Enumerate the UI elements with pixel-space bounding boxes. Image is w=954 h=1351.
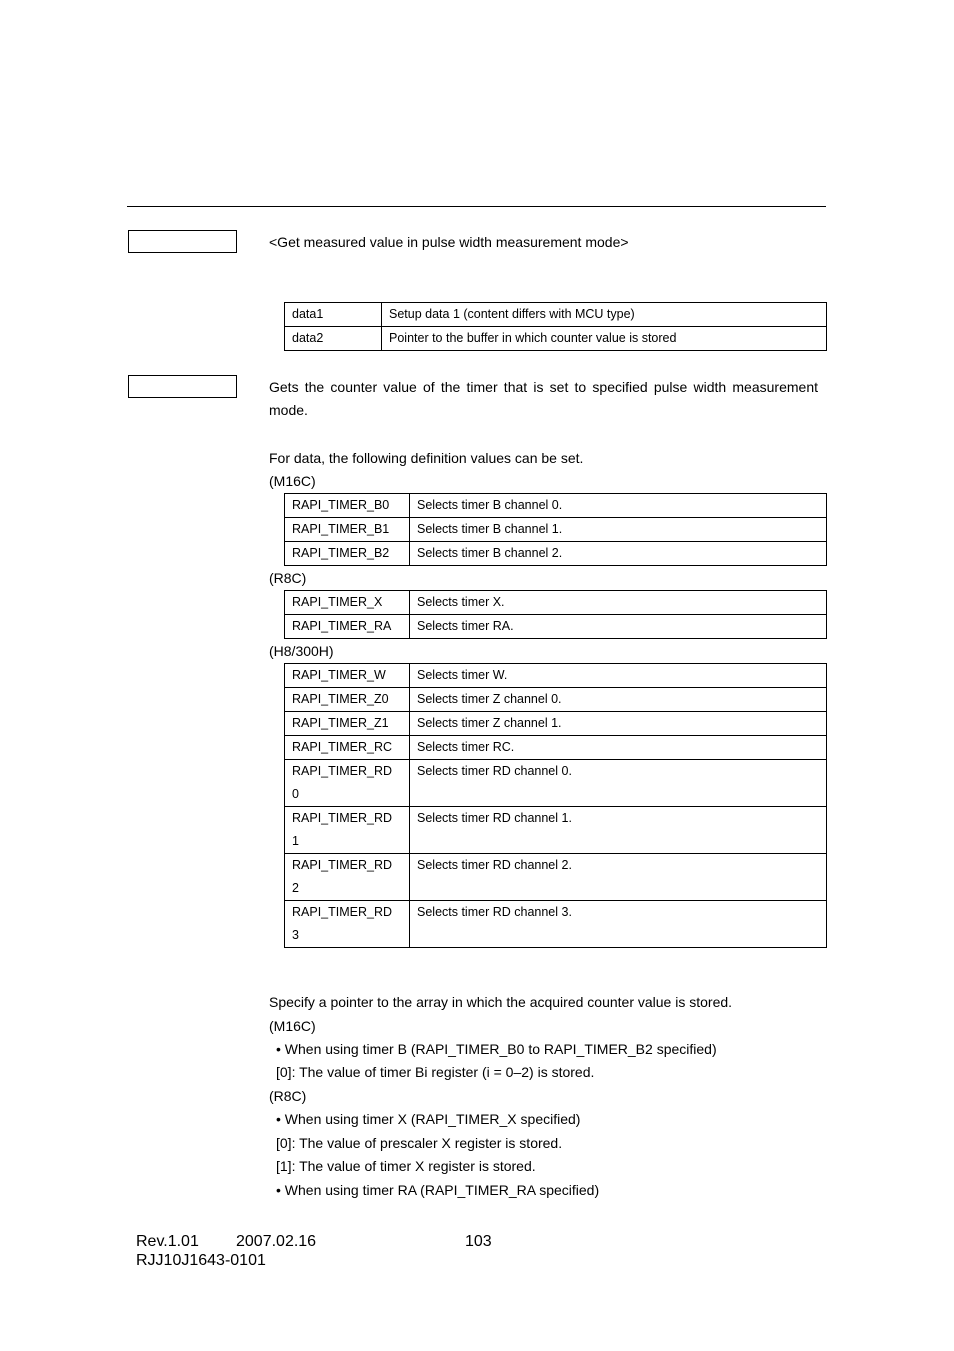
table-row [285, 327, 827, 351]
table-row [285, 688, 827, 712]
define-name: RAPI_TIMER_B2 [285, 542, 410, 566]
define-name-line1: RAPI_TIMER_RD [292, 858, 393, 872]
define-name-line2: 1 [292, 834, 299, 848]
define-desc: Selects timer W. [410, 664, 827, 688]
define-desc: Selects timer RD channel 0. [410, 760, 827, 807]
define-name: RAPI_TIMER_RA [285, 615, 410, 639]
table-row [285, 542, 827, 566]
define-desc: Selects timer RD channel 1. [410, 807, 827, 854]
m16c-label: (M16C) [269, 473, 316, 489]
footer-date: 2007.02.16 [236, 1233, 317, 1250]
pointer-r8c-label: (R8C) [269, 1088, 307, 1104]
footer-revision: Rev.1.01 [136, 1233, 199, 1250]
m16c-table [284, 493, 827, 566]
table-row [285, 712, 827, 736]
define-desc: Selects timer Z channel 1. [410, 712, 827, 736]
description-label-box [128, 375, 237, 398]
define-name: RAPI_TIMER_W [285, 664, 410, 688]
pointer-r8c-item0: [0]: The value of prescaler X register is stored. [276, 1135, 563, 1151]
define-desc: Selects timer RD channel 2. [410, 854, 827, 901]
pointer-intro: Specify a pointer to the array in which the acquired counter value is stored. [269, 994, 733, 1010]
table-row [285, 303, 827, 327]
define-name [285, 901, 410, 948]
define-name: RAPI_TIMER_B1 [285, 518, 410, 542]
define-name: RAPI_TIMER_Z0 [285, 688, 410, 712]
define-name: RAPI_TIMER_RC [285, 736, 410, 760]
function-name-box [128, 230, 237, 253]
define-name-line2: 2 [292, 881, 299, 895]
h8-table [284, 663, 827, 948]
footer-doc-id: RJJ10J1643-0101 [136, 1252, 266, 1269]
table-row [285, 615, 827, 639]
r8c-table [284, 590, 827, 639]
define-name-line1: RAPI_TIMER_RD [292, 764, 393, 778]
define-desc: Selects timer B channel 1. [410, 518, 827, 542]
pointer-m16c-item0: [0]: The value of timer Bi register (i = 0–2) is stored. [276, 1064, 595, 1080]
table-row [285, 518, 827, 542]
param-desc: Pointer to the buffer in which counter value is stored [382, 327, 827, 351]
param-name: data2 [285, 327, 382, 351]
pointer-m16c-bullet: • When using timer B (RAPI_TIMER_B0 to RAPI_TIMER_B2 specified) [276, 1041, 717, 1057]
pointer-r8c-item1: [1]: The value of timer X register is stored. [276, 1158, 536, 1174]
table-row [285, 591, 827, 615]
data-intro: For data, the following definition values can be set. [269, 450, 584, 466]
define-name [285, 807, 410, 854]
define-name-line1: RAPI_TIMER_RD [292, 811, 393, 825]
define-desc: Selects timer RC. [410, 736, 827, 760]
define-name [285, 760, 410, 807]
define-desc: Selects timer B channel 2. [410, 542, 827, 566]
define-name [285, 854, 410, 901]
parameters-table [284, 302, 827, 351]
page-number: 103 [465, 1233, 492, 1250]
table-row [285, 854, 827, 901]
define-name-line2: 3 [292, 928, 299, 942]
define-name-line1: RAPI_TIMER_RD [292, 905, 393, 919]
define-desc: Selects timer X. [410, 591, 827, 615]
table-row [285, 901, 827, 948]
table-row [285, 494, 827, 518]
header-rule [127, 206, 826, 207]
table-row [285, 760, 827, 807]
pointer-r8c-bullet-x: • When using timer X (RAPI_TIMER_X specified) [276, 1111, 581, 1127]
pointer-m16c-label: (M16C) [269, 1018, 316, 1034]
param-name: data1 [285, 303, 382, 327]
define-name-line2: 0 [292, 787, 299, 801]
function-title: <Get measured value in pulse width measurement mode> [269, 234, 629, 250]
define-desc: Selects timer Z channel 0. [410, 688, 827, 712]
define-name: RAPI_TIMER_B0 [285, 494, 410, 518]
define-desc: Selects timer RA. [410, 615, 827, 639]
description-intro: Gets the counter value of the timer that is set to specified pulse width measurement mode. [269, 379, 818, 418]
table-row [285, 664, 827, 688]
define-name: RAPI_TIMER_X [285, 591, 410, 615]
pointer-r8c-bullet-ra: • When using timer RA (RAPI_TIMER_RA specified) [276, 1182, 600, 1198]
r8c-label: (R8C) [269, 570, 307, 586]
define-desc: Selects timer B channel 0. [410, 494, 827, 518]
h8-label: (H8/300H) [269, 643, 334, 659]
define-name: RAPI_TIMER_Z1 [285, 712, 410, 736]
table-row [285, 807, 827, 854]
param-desc: Setup data 1 (content differs with MCU type) [382, 303, 827, 327]
table-row [285, 736, 827, 760]
define-desc: Selects timer RD channel 3. [410, 901, 827, 948]
